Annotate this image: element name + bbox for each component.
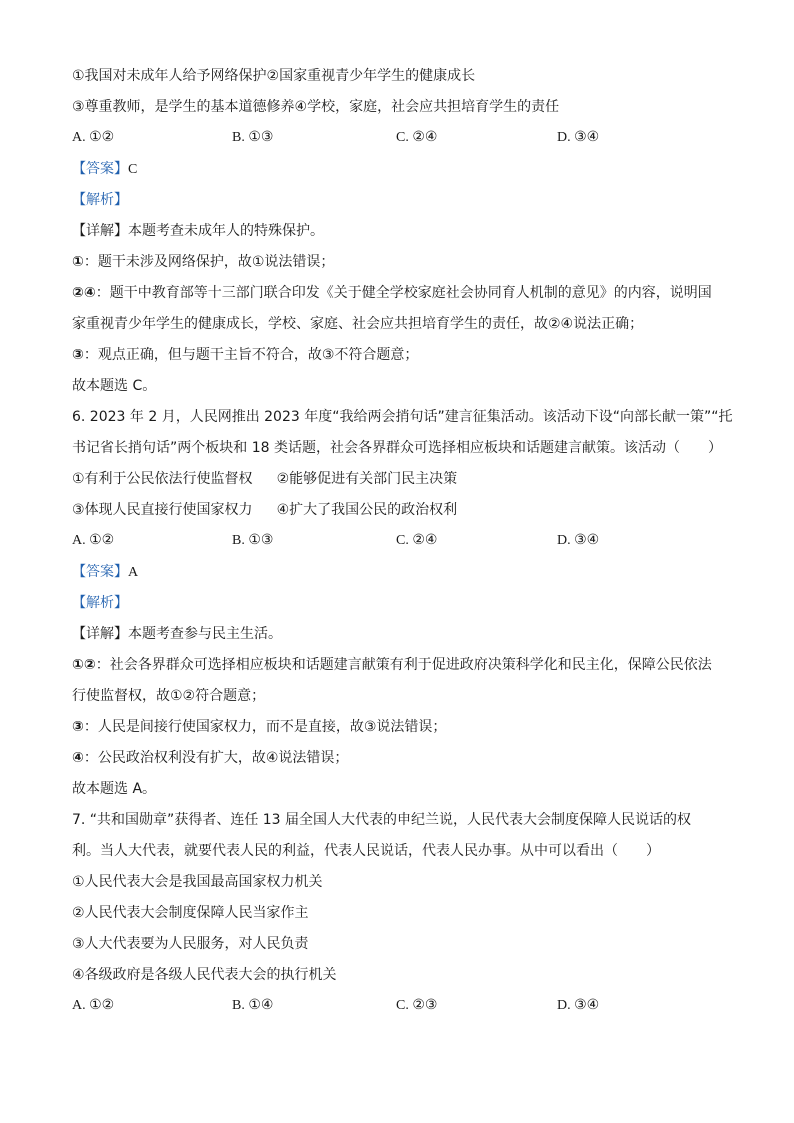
q7-option-b: B. ①④ (232, 998, 274, 1013)
q5-options (72, 128, 732, 148)
q6-conclusion: 故本题选 A。 (72, 781, 157, 797)
q5-analysis-tag: 【解析】 (72, 192, 128, 208)
statement-4: ④扩大了我国公民的政治权利 (276, 502, 458, 518)
q7-option-a: A. ①② (72, 998, 115, 1013)
q5-detail (72, 221, 324, 241)
q6-answer (72, 562, 138, 583)
point-text: ：题干中教育部等十三部门联合印发《关于健全学校家庭社会协同育人机制的意见》的内容，说明国 (95, 285, 712, 301)
point-text: ：人民是间接行使国家权力，而不是直接，故③说法错误； (83, 719, 447, 735)
q6-statements-row-2 (72, 500, 457, 520)
answer-tag: 【答案】 (72, 564, 128, 580)
q6-point-1 (72, 655, 712, 675)
q5-statement-2: ③尊重教师，是学生的基本道德修养④学校，家庭，社会应共担培育学生的责任 (72, 99, 560, 115)
q5-option-c: C. ②④ (396, 130, 438, 145)
q5-option-b: B. ①③ (232, 130, 274, 145)
q5-option-a: A. ①② (72, 130, 115, 145)
q6-option-b: B. ①③ (232, 533, 274, 548)
q6-options (72, 531, 732, 551)
point-label: ①② (72, 657, 96, 673)
q7-stem-line-2: 利。当人大代表，就要代表人民的利益，代表人民说话，代表人民办事。从中可以看出（ ） (72, 843, 660, 859)
answer-tag: 【答案】 (72, 161, 128, 177)
q7-stem-line-1: 7. “共和国勋章”获得者、连任 13 届全国人大代表的申纪兰说，人民代表大会制度保障人民说话的权 (72, 812, 692, 828)
q7-options (72, 996, 732, 1016)
q6-point-1-cont: 行使监督权，故①②符合题意； (72, 688, 266, 704)
q5-statement-1: ①我国对未成年人给予网络保护②国家重视青少年学生的健康成长 (72, 68, 476, 84)
q6-point-3 (72, 748, 348, 768)
q5-point-3 (72, 345, 418, 365)
q6-option-c: C. ②④ (396, 533, 438, 548)
q6-stem-line-1: 6. 2023 年 2 月，人民网推出 2023 年度“我给两会捎句话”建言征集活动。该活动下设“向部长献一策”“托 (72, 409, 733, 425)
q6-option-d: D. ③④ (557, 533, 600, 548)
q7-option-c: C. ②③ (396, 998, 438, 1013)
q6-stem-line-2: 书记省长捎句话”两个板块和 18 类话题，社会各界群众可选择相应板块和话题建言献策。该活动（ ） (72, 440, 722, 456)
point-text: ：题干未涉及网络保护，故①说法错误； (83, 254, 335, 270)
q6-statements-row-1 (72, 469, 457, 489)
statement-3: ③体现人民直接行使国家权力 (72, 502, 253, 518)
q7-option-d: D. ③④ (557, 998, 600, 1013)
q5-answer (72, 159, 137, 180)
point-label: ③ (72, 719, 84, 735)
point-text: ：社会各界群众可选择相应板块和话题建言献策有利于促进政府决策科学化和民主化，保障公民依法 (95, 657, 712, 673)
q6-detail (72, 624, 282, 644)
q6-point-2 (72, 717, 446, 737)
answer-value: C (128, 162, 138, 177)
statement-1: ①有利于公民依法行使监督权 (72, 471, 253, 487)
q5-point-2 (72, 283, 712, 303)
point-label: ③ (72, 347, 84, 363)
detail-tag: 【详解】 (72, 223, 128, 239)
q5-option-d: D. ③④ (557, 130, 600, 145)
q5-point-1 (72, 252, 334, 272)
point-text: ：公民政治权利没有扩大，故④说法错误； (83, 750, 349, 766)
q7-statement-1: ①人民代表大会是我国最高国家权力机关 (72, 874, 323, 890)
q6-option-a: A. ①② (72, 533, 115, 548)
q7-statement-4: ④各级政府是各级人民代表大会的执行机关 (72, 967, 337, 983)
detail-tag: 【详解】 (72, 626, 128, 642)
point-text: ：观点正确，但与题干主旨不符合，故③不符合题意； (83, 347, 419, 363)
detail-text: 本题考查未成年人的特殊保护。 (128, 223, 324, 239)
answer-value: A (128, 565, 139, 580)
statement-2: ②能够促进有关部门民主决策 (276, 471, 458, 487)
q5-point-2-cont: 家重视青少年学生的健康成长，学校、家庭、社会应共担培育学生的责任，故②④说法正确； (72, 316, 644, 332)
point-label: ②④ (72, 285, 96, 301)
point-label: ① (72, 254, 84, 270)
detail-text: 本题考查参与民主生活。 (128, 626, 282, 642)
q7-statement-2: ②人民代表大会制度保障人民当家作主 (72, 905, 309, 921)
q7-statement-3: ③人大代表要为人民服务，对人民负责 (72, 936, 309, 952)
q6-analysis-tag: 【解析】 (72, 595, 128, 611)
point-label: ④ (72, 750, 84, 766)
q5-conclusion: 故本题选 C。 (72, 378, 157, 394)
